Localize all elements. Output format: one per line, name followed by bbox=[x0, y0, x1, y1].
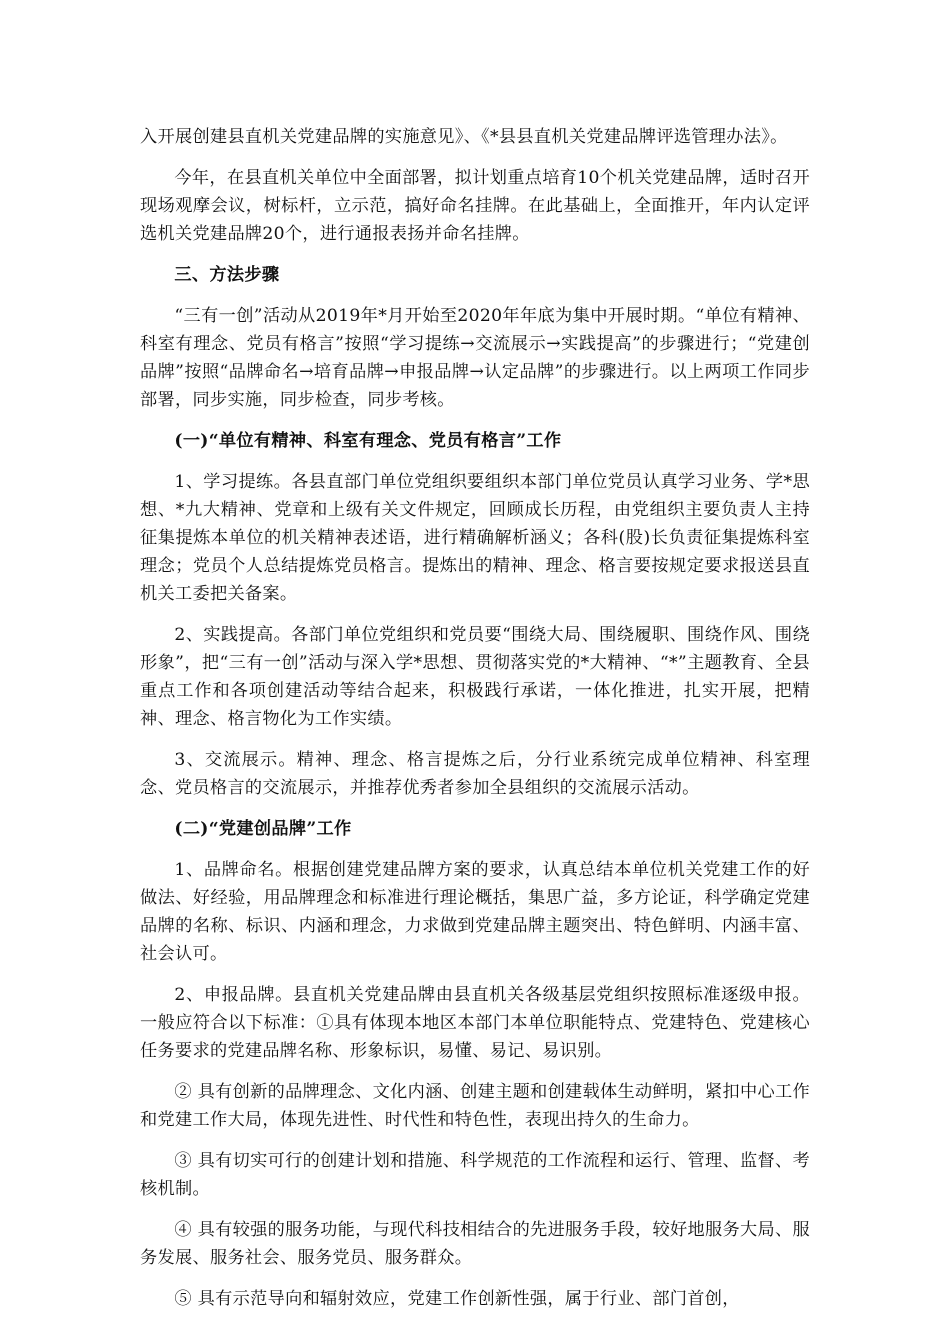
paragraph-criterion-5: ⑤ 具有示范导向和辐射效应，党建工作创新性强，属于行业、部门首创， bbox=[174, 1289, 740, 1309]
subsection-heading-1: (一)“单位有精神、科室有理念、党员有格言”工作 bbox=[174, 431, 562, 451]
paragraph-practice: 2、实践提高。各部门单位党组织和党员要“围绕大局、围绕履职、围绕作风、围绕形象”，把“三有一创”活动与深入学*思想、贯彻落实党的*大精神、“*”主题教育、全县重点工作和各项创建活动等结合起来，积极践行承诺，一体化推进，扎实开展，把精神、理念、格言物化为工作实绩。 bbox=[140, 625, 810, 729]
section-heading-methods: 三、方法步骤 bbox=[174, 265, 280, 285]
paragraph-criterion-2: ② 具有创新的品牌理念、文化内涵、创建主题和创建载体生动鲜明，紧扣中心工作和党建工作大局，体现先进性、时代性和特色性，表现出持久的生命力。 bbox=[140, 1082, 810, 1130]
paragraph-exchange: 3、交流展示。精神、理念、格言提炼之后，分行业系统完成单位精神、科室理念、党员格言的交流展示，并推荐优秀者参加全县组织的交流展示活动。 bbox=[140, 750, 810, 798]
paragraph-plan: 今年，在县直机关单位中全面部署，拟计划重点培育10个机关党建品牌，适时召开现场观摩会议，树标杆，立示范，搞好命名挂牌。在此基础上，全面推开，年内认定评选机关党建品牌20个，进行通报表扬并命名挂牌。 bbox=[140, 168, 810, 244]
paragraph-study: 1、学习提练。各县直部门单位党组织要组织本部门单位党员认真学习业务、学*思想、*九大精神、党章和上级有关文件规定，回顾成长历程，由党组织主要负责人主持征集提炼本单位的机关精神表述语，进行精确解析涵义；各科(股)长负责征集提炼科室理念；党员个人总结提炼党员格言。提炼出的精神、理念、格言要按规定要求报送县直机关工委把关备案。 bbox=[140, 472, 810, 604]
paragraph-brand-naming: 1、品牌命名。根据创建党建品牌方案的要求，认真总结本单位机关党建工作的好做法、好经验，用品牌理念和标准进行理论概括，集思广益，多方论证，科学确定党建品牌的名称、标识、内涵和理念，力求做到党建品牌主题突出、特色鲜明、内涵丰富、社会认可。 bbox=[140, 860, 810, 964]
paragraph-criterion-4: ④ 具有较强的服务功能，与现代科技相结合的先进服务手段，较好地服务大局、服务发展、服务社会、服务党员、服务群众。 bbox=[140, 1220, 810, 1268]
subsection-heading-2: (二)“党建创品牌”工作 bbox=[174, 819, 352, 839]
paragraph-continuation: 入开展创建县直机关党建品牌的实施意见》、《*县县直机关党建品牌评选管理办法》。 bbox=[140, 127, 788, 147]
paragraph-brand-apply: 2、申报品牌。县直机关党建品牌由县直机关各级基层党组织按照标准逐级申报。一般应符合以下标准：①具有体现本地区本部门本单位职能特点、党建特色、党建核心任务要求的党建品牌名称、形象标识，易懂、易记、易识别。 bbox=[140, 985, 810, 1061]
paragraph-period: “三有一创”活动从2019年*月开始至2020年年底为集中开展时期。“单位有精神、科室有理念、党员有格言”按照“学习提练→交流展示→实践提高”的步骤进行；“党建创品牌”按照“品牌命名→培育品牌→申报品牌→认定品牌”的步骤进行。以上两项工作同步部署，同步实施，同步检查，同步考核。 bbox=[140, 306, 810, 410]
paragraph-criterion-3: ③ 具有切实可行的创建计划和措施、科学规范的工作流程和运行、管理、监督、考核机制。 bbox=[140, 1151, 810, 1199]
